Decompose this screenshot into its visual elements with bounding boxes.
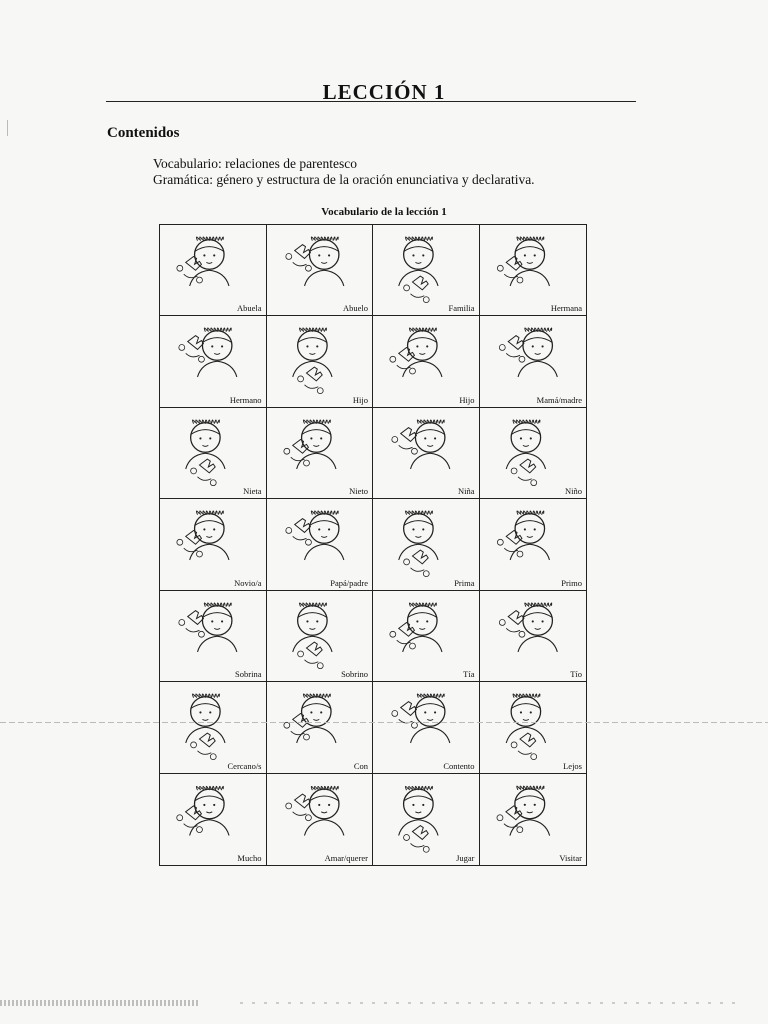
sign-illustration — [160, 408, 266, 498]
vocabulary-cell — [480, 591, 587, 682]
contents-vocabulary-line: Vocabulario: relaciones de parentesco — [153, 156, 358, 171]
vocabulary-word: Visitar — [559, 853, 582, 863]
vocabulary-cell — [373, 225, 480, 316]
sign-illustration — [480, 499, 587, 589]
sign-illustration — [373, 408, 479, 498]
vocabulary-word: Abuela — [236, 303, 262, 314]
vocabulary-table — [159, 224, 587, 866]
vocabulary-cell — [373, 682, 480, 773]
vocabulary-word: Hijo — [352, 394, 368, 405]
sign-illustration — [480, 225, 587, 315]
vocabulary-word: Con — [353, 760, 368, 771]
vocabulary-cell — [160, 499, 267, 590]
vocabulary-word: Hermana — [550, 303, 582, 314]
vocabulary-cell — [373, 408, 480, 499]
vocabulary-cell — [480, 225, 587, 316]
sign-illustration — [373, 774, 479, 865]
vocabulary-word: Amar/querer — [324, 853, 368, 863]
vocabulary-word: Niña — [457, 486, 475, 497]
vocabulary-word: Nieto — [349, 486, 368, 497]
vocabulary-cell — [480, 408, 587, 499]
vocabulary-word: Tío — [570, 669, 582, 680]
sign-illustration — [267, 682, 373, 772]
title-rule — [106, 101, 636, 102]
vocabulary-cell — [480, 499, 587, 590]
vocabulary-cell — [373, 591, 480, 682]
sign-illustration — [267, 591, 373, 681]
vocabulary-word: Papá/padre — [330, 577, 368, 588]
vocabulary-cell — [267, 591, 374, 682]
vocabulary-cell — [480, 774, 587, 865]
vocabulary-cell — [373, 499, 480, 590]
vocabulary-cell — [267, 225, 374, 316]
sign-illustration — [373, 499, 479, 589]
vocabulary-cell — [373, 774, 480, 865]
scan-artifact-noise — [0, 1000, 200, 1006]
vocabulary-cell — [480, 682, 587, 773]
sign-illustration — [373, 316, 479, 406]
vocabulary-word: Novio/a — [234, 577, 262, 588]
vocabulary-cell — [480, 316, 587, 407]
sign-illustration — [267, 408, 373, 498]
vocabulary-word: Nieta — [243, 486, 262, 497]
vocabulary-word: Sobrino — [341, 669, 368, 680]
sign-illustration — [267, 316, 373, 406]
vocabulary-word: Prima — [454, 577, 475, 588]
sign-illustration — [373, 591, 479, 681]
vocabulary-cell — [160, 225, 267, 316]
vocabulary-word: Hijo — [459, 394, 475, 405]
vocabulary-word: Primo — [561, 577, 582, 588]
vocabulary-cell — [267, 499, 374, 590]
contents-grammar-line: Gramática: género y estructura de la oración enunciativa y declarativa. — [153, 172, 535, 187]
vocabulary-cell — [373, 316, 480, 407]
vocabulary-word: Cercano/s — [227, 760, 262, 771]
sign-illustration — [267, 225, 373, 315]
sign-illustration — [267, 774, 373, 865]
scan-margin-mark — [7, 120, 8, 136]
sign-illustration — [160, 682, 266, 772]
vocabulary-cell — [267, 408, 374, 499]
sign-illustration — [480, 682, 587, 772]
vocabulary-word: Familia — [448, 303, 475, 314]
vocabulary-cell — [160, 408, 267, 499]
sign-illustration — [480, 774, 587, 865]
sign-illustration — [160, 591, 266, 681]
contents-heading: Contenidos — [107, 125, 180, 141]
scan-artifact-noise — [240, 1002, 740, 1004]
vocabulary-word: Niño — [565, 486, 582, 497]
vocabulary-word: Hermano — [229, 394, 262, 405]
vocabulary-cell — [160, 774, 267, 865]
scan-artifact-line — [0, 722, 768, 723]
vocabulary-cell — [267, 682, 374, 773]
sign-illustration — [160, 225, 266, 315]
sign-illustration — [160, 316, 266, 406]
vocabulary-cell — [267, 316, 374, 407]
vocabulary-word: Contento — [443, 760, 475, 771]
vocabulary-cell — [267, 774, 374, 865]
sign-illustration — [373, 682, 479, 772]
vocabulary-word: Sobrina — [235, 669, 262, 680]
sign-illustration — [373, 225, 479, 315]
sign-illustration — [267, 499, 373, 589]
vocabulary-word: Mucho — [237, 853, 262, 863]
sign-illustration — [160, 774, 266, 865]
vocabulary-caption: Vocabulario de la lección 1 — [321, 206, 447, 218]
vocabulary-word: Lejos — [563, 760, 582, 771]
vocabulary-cell — [160, 682, 267, 773]
sign-illustration — [160, 499, 266, 589]
sign-illustration — [480, 591, 587, 681]
vocabulary-word: Mamá/madre — [536, 394, 582, 405]
sign-illustration — [480, 316, 587, 406]
sign-illustration — [480, 408, 587, 498]
vocabulary-word: Abuelo — [342, 303, 368, 314]
vocabulary-cell — [160, 316, 267, 407]
vocabulary-word: Tía — [463, 669, 475, 680]
vocabulary-word: Jugar — [456, 853, 475, 863]
vocabulary-cell — [160, 591, 267, 682]
page-title: LECCIÓN 1 — [322, 80, 446, 104]
